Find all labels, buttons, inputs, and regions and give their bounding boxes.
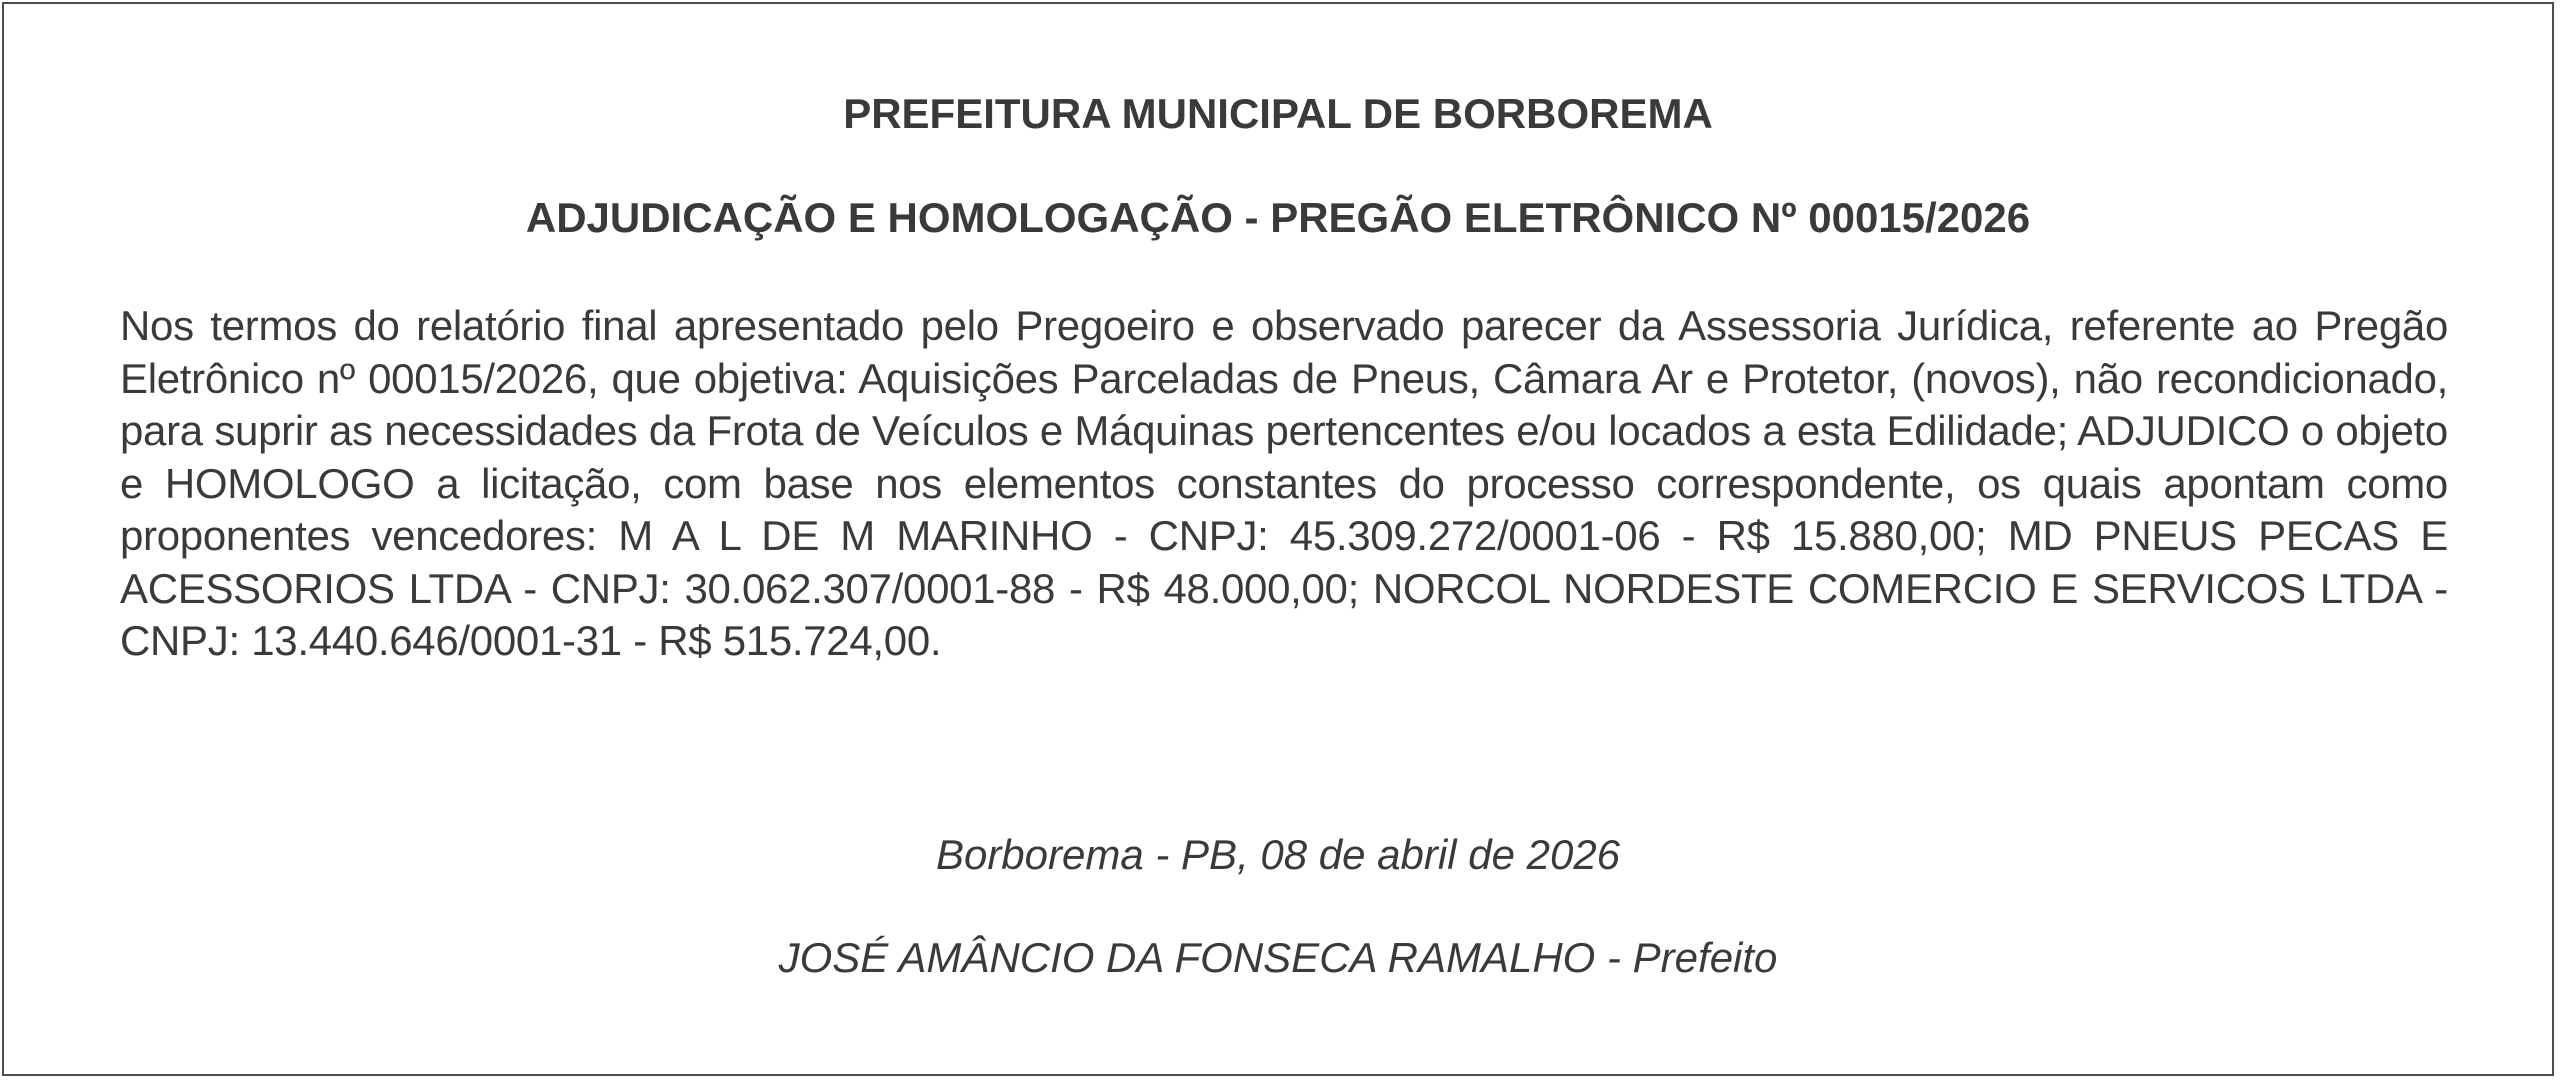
notice-body: Nos termos do relatório final apresentado pelo Pregoeiro e observado parecer da Assessoria Jurídica, referente ao Pregão Eletrônico nº 00015/2026, que objetiva: Aquisições Parceladas de Pneus, Câmara Ar e Protetor, (novos), não recondicionado, para suprir as necessidades da Frota de Veículos e Máquinas pertencentes e/ou locados a esta Edilidade; ADJUDICO o objeto e HOMOLOGO a licitação, com base nos elementos constantes do processo correspondente, os quais apontam como proponentes vencedores: M A L DE M MARINHO - CNPJ: 45.309.272/0001-06 - R$ 15.880,00; MD PNEUS PECAS E ACESSORIOS LTDA - CNPJ: 30.062.307/0001-88 - R$ 48.000,00; NORCOL NORDESTE COMERCIO E SERVICOS LTDA - CNPJ: 13.440.646/0001-31 - R$ 515.724,00. (120, 302, 2448, 664)
signatory: JOSÉ AMÂNCIO DA FONSECA RAMALHO - Prefeito (778, 934, 1778, 981)
organization-title: PREFEITURA MUNICIPAL DE BORBOREMA (843, 90, 1713, 137)
place-and-date: Borborema - PB, 08 de abril de 2026 (935, 831, 1621, 878)
notice-frame (2, 2, 2554, 1076)
notice-title: ADJUDICAÇÃO E HOMOLOGAÇÃO - PREGÃO ELETRÔNICO Nº 00015/2026 (525, 194, 2031, 241)
